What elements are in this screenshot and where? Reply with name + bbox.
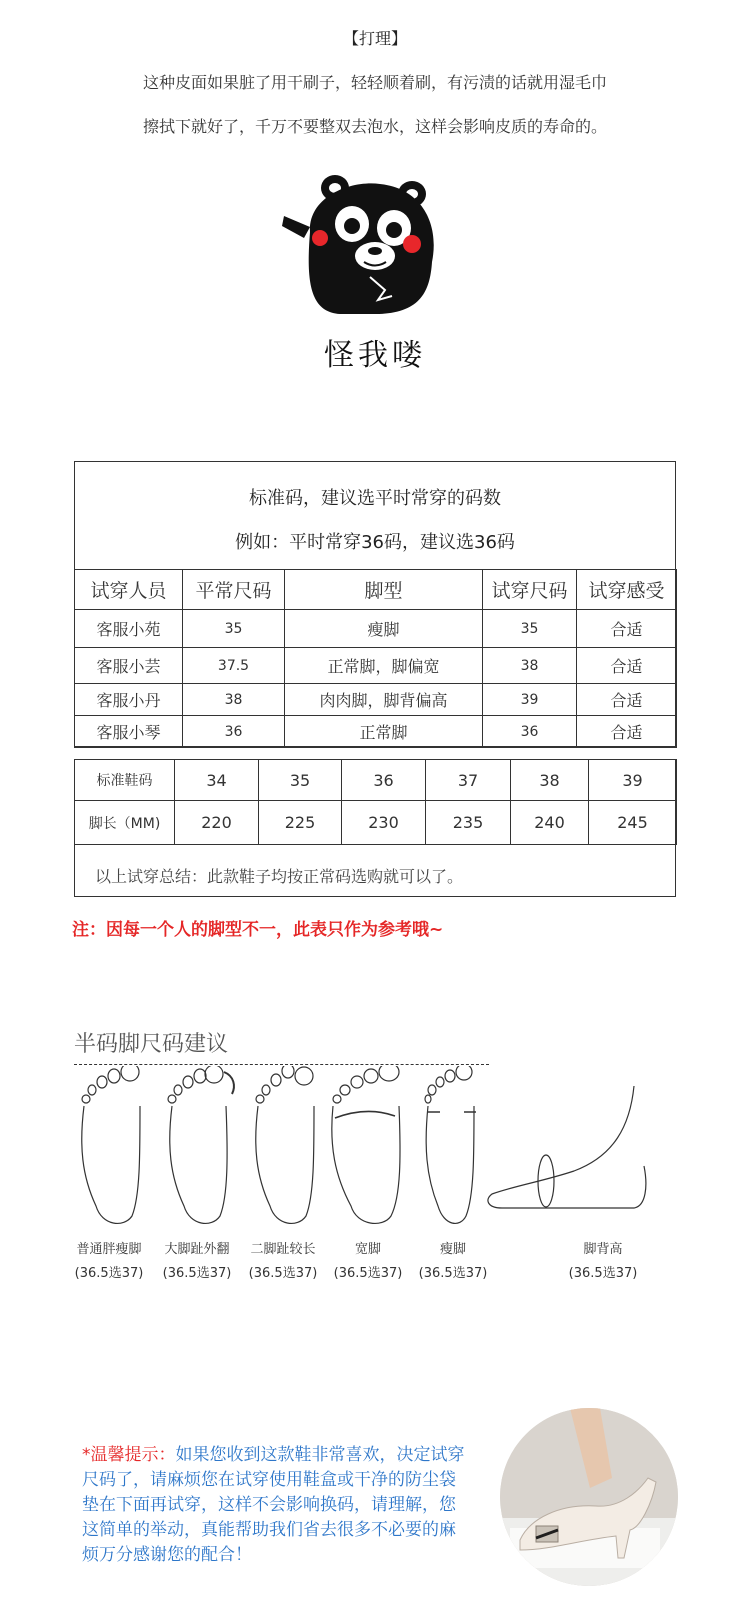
table-cell: 正常脚，脚偏宽	[285, 648, 483, 684]
foot-advice: (36.5选37)	[418, 1266, 488, 1281]
size-label: 标准鞋码	[75, 760, 175, 801]
foot-advice: (36.5选37)	[248, 1266, 318, 1281]
foot-label: 脚背高	[583, 1242, 623, 1257]
table-cell: 客服小丹	[75, 684, 183, 716]
foot-advice: (36.5选37)	[74, 1266, 144, 1281]
table-cell: 38	[483, 648, 577, 684]
high-instep-foot-icon	[488, 1086, 646, 1208]
table-cell: 客服小苑	[75, 610, 183, 648]
bear-meme-icon	[280, 172, 450, 322]
foot-types-illustration	[74, 1066, 674, 1236]
size-chart-heading-2: 例如：平时常穿36码，建议选36码	[235, 532, 515, 553]
length-cell: 235	[426, 801, 511, 845]
table-cell: 36	[483, 716, 577, 748]
foot-label: 瘦脚	[439, 1242, 466, 1257]
length-cell: 225	[259, 801, 342, 845]
shoe-icon	[500, 1408, 678, 1586]
length-cell: 245	[589, 801, 677, 845]
table-row	[75, 648, 677, 684]
table-cell: 合适	[577, 610, 677, 648]
foot-label: 二脚趾较长	[250, 1242, 316, 1257]
table-cell: 客服小琴	[75, 716, 183, 748]
long-second-toe-foot-icon	[256, 1066, 314, 1223]
foot-label: 普通胖瘦脚	[76, 1242, 142, 1257]
size-cell: 35	[259, 760, 342, 801]
care-text-line-1: 这种皮面如果脏了用干刷子，轻轻顺着刷，有污渍的话就用湿毛巾	[142, 73, 607, 92]
table-cell: 39	[483, 684, 577, 716]
foot-label: 宽脚	[354, 1242, 381, 1257]
half-size-title: 半码脚尺码建议	[74, 1032, 229, 1057]
trial-header-row	[75, 570, 677, 610]
tip-prefix: *温馨提示：	[82, 1445, 176, 1465]
table-row	[75, 610, 677, 648]
size-cell: 34	[175, 760, 259, 801]
reference-note: 注：因每一个人的脚型不一，此表只作为参考哦~	[72, 920, 444, 940]
size-row	[75, 760, 677, 801]
table-cell: 客服小芸	[75, 648, 183, 684]
size-cell: 37	[426, 760, 511, 801]
care-title: 【打理】	[342, 29, 407, 48]
bear-caption: 怪我喽	[324, 338, 426, 373]
length-cell: 240	[511, 801, 589, 845]
foot-advice: (36.5选37)	[568, 1266, 638, 1281]
size-chart-heading-1: 标准码，建议选平时常穿的码数	[249, 488, 501, 509]
foot-label: 大脚趾外翻	[164, 1242, 230, 1257]
wide-foot-icon	[332, 1066, 400, 1223]
friendly-tip	[82, 1443, 472, 1568]
trial-summary: 以上试穿总结：此款鞋子均按正常码选购就可以了。	[95, 867, 464, 886]
size-cell: 39	[589, 760, 677, 801]
table-cell: 36	[183, 716, 285, 748]
table-row	[75, 684, 677, 716]
column-header: 试穿感受	[577, 570, 677, 610]
table-cell: 合适	[577, 684, 677, 716]
table-row	[75, 716, 677, 748]
table-cell: 38	[183, 684, 285, 716]
size-cell: 36	[342, 760, 426, 801]
standard-size-chart	[74, 759, 676, 897]
standard-size-table	[74, 759, 677, 845]
tip-text: 如果您收到这款鞋非常喜欢，决定试穿尺码了，请麻烦您在试穿使用鞋盒或干净的防尘袋垫在下面再试穿，这样不会影响换码，请理解，您这简单的举动，真能帮助我们省去很多不必要的麻烦万分感谢您的配合！	[82, 1445, 465, 1565]
table-cell: 正常脚	[285, 716, 483, 748]
table-cell: 35	[483, 610, 577, 648]
toe-line-divider	[74, 1064, 489, 1065]
trial-table	[74, 569, 677, 748]
length-label: 脚长（MM)	[75, 801, 175, 845]
table-cell: 37.5	[183, 648, 285, 684]
column-header: 脚型	[285, 570, 483, 610]
shoe-trial-photo	[500, 1408, 678, 1586]
foot-advice: (36.5选37)	[162, 1266, 232, 1281]
table-cell: 合适	[577, 648, 677, 684]
narrow-foot-icon	[425, 1066, 476, 1223]
care-text-line-2: 擦拭下就好了，千万不要整双去泡水，这样会影响皮质的寿命的。	[142, 117, 607, 136]
table-cell: 瘦脚	[285, 610, 483, 648]
length-cell: 220	[175, 801, 259, 845]
column-header: 平常尺码	[183, 570, 285, 610]
foot-advice: (36.5选37)	[333, 1266, 403, 1281]
bunion-foot-icon	[168, 1066, 234, 1223]
column-header: 试穿尺码	[483, 570, 577, 610]
column-header: 试穿人员	[75, 570, 183, 610]
table-cell: 35	[183, 610, 285, 648]
size-chart	[74, 461, 676, 747]
size-cell: 38	[511, 760, 589, 801]
normal-foot-icon	[82, 1066, 140, 1223]
table-cell: 合适	[577, 716, 677, 748]
length-row	[75, 801, 677, 845]
length-cell: 230	[342, 801, 426, 845]
table-cell: 肉肉脚，脚背偏高	[285, 684, 483, 716]
